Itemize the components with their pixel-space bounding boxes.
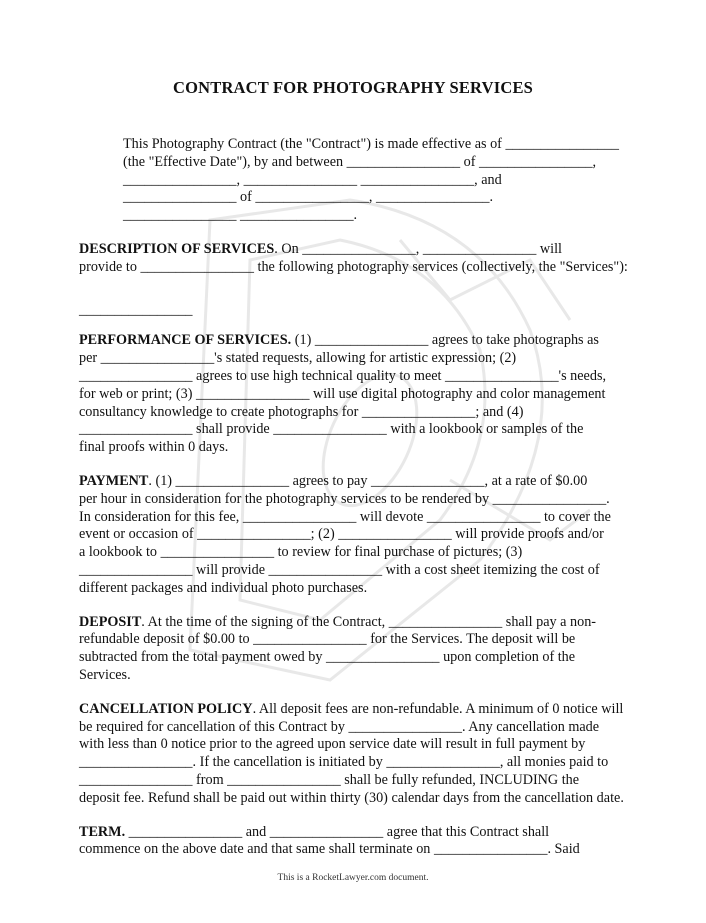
section-heading: DESCRIPTION OF SERVICES (79, 240, 275, 257)
paragraph (79, 302, 689, 320)
line-text: different packages and individual photo purchases. (79, 579, 368, 596)
line-text: consultancy knowledge to create photographs for ________________; and (4) (79, 403, 524, 420)
text-line (79, 719, 689, 737)
text-line (79, 439, 689, 457)
line-text: event or occasion of ________________; (2) ________________ will provide proofs and/or (79, 526, 604, 543)
section-cancellation-policy (79, 701, 689, 808)
contract-body (79, 136, 689, 875)
text-line (79, 332, 689, 350)
line-text: provide to ________________ the following photography services (collectively, the "Services"): (79, 258, 628, 275)
line-text: (1) ________________ agrees to take photographs as (291, 332, 599, 349)
text-line (79, 386, 689, 404)
line-text: In consideration for this fee, ________________ will devote ________________ to cover the (79, 508, 611, 525)
text-line (79, 580, 689, 598)
text-line (79, 701, 689, 719)
line-text: Services. (79, 666, 131, 683)
line-text: with less than 0 notice prior to the agreed upon service date will result in full payment by (79, 736, 586, 753)
text-line (79, 404, 689, 422)
line-text: subtracted from the total payment owed by ________________ upon completion of the (79, 649, 576, 666)
line-text: ________________ of ________________, ________________. (123, 189, 494, 206)
line-text: ________________ shall provide ________________ with a lookbook or samples of the (79, 421, 584, 438)
line-text: ________________ and ________________ agree that this Contract shall (125, 823, 550, 840)
text-line (79, 667, 689, 685)
line-text: final proofs within 0 days. (79, 439, 229, 456)
text-line (79, 241, 689, 259)
text-line (79, 649, 689, 667)
text-line (79, 614, 689, 632)
line-text: for web or print; (3) ________________ will use digital photography and color management (79, 385, 606, 402)
text-line (79, 526, 689, 544)
text-line (123, 172, 689, 190)
text-line (79, 302, 689, 320)
text-line (123, 154, 689, 172)
line-text: commence on the above date and that same shall terminate on ________________. Said (79, 841, 580, 858)
line-text: ________________, ________________ ________________, and (123, 171, 502, 188)
text-line (123, 189, 689, 207)
text-line (79, 259, 689, 277)
text-line (79, 824, 689, 842)
section-heading: TERM. (79, 823, 126, 840)
text-line (79, 421, 689, 439)
line-text: (the "Effective Date"), by and between ________________ of ________________, (123, 153, 597, 170)
section-heading: PAYMENT (79, 472, 149, 489)
line-text: . On ________________, ________________ will (274, 240, 562, 257)
text-line (79, 790, 689, 808)
text-line (123, 136, 689, 154)
line-text: per ________________'s stated requests, allowing for artistic expression; (2) (79, 350, 517, 367)
section-deposit (79, 614, 689, 685)
line-text: per hour in consideration for the photography services to be rendered by ________________. (79, 490, 610, 507)
section-description-of-services (79, 241, 689, 277)
line-text: be required for cancellation of this Contract by ________________. Any cancellation made (79, 718, 600, 735)
line-text: ________________ will provide ________________ with a cost sheet itemizing the cost of (79, 561, 600, 578)
text-line (79, 350, 689, 368)
line-text: ________________ from ________________ shall be fully refunded, INCLUDING the (79, 771, 580, 788)
line-text: This Photography Contract (the "Contract") is made effective as of ________________ (123, 136, 619, 152)
line-text: deposit fee. Refund shall be paid out within thirty (30) calendar days from the cancellation date. (79, 789, 624, 806)
line-text: ________________ agrees to use high technical quality to meet ________________'s needs, (79, 367, 607, 384)
text-line (79, 736, 689, 754)
line-text: ________________. If the cancellation is initiated by ________________, all monies paid to (79, 754, 609, 771)
document-title: CONTRACT FOR PHOTOGRAPHY SERVICES (172, 78, 534, 97)
paragraph (79, 136, 689, 225)
section-heading: CANCELLATION POLICY (79, 700, 253, 717)
section-payment (79, 473, 689, 598)
section-performance-of-services (79, 332, 689, 457)
line-text: refundable deposit of $0.00 to ________________ for the Services. The deposit will be (79, 631, 576, 648)
section-heading: PERFORMANCE OF SERVICES. (79, 332, 292, 349)
line-text: ________________ ________________. (123, 207, 358, 224)
line-text: a lookbook to ________________ to review for final purchase of pictures; (3) (79, 544, 523, 561)
text-line (79, 754, 689, 772)
text-line (79, 544, 689, 562)
text-line (79, 509, 689, 527)
document-footer: This is a RocketLawyer.com document. (277, 873, 429, 883)
section-term (79, 824, 689, 860)
text-line (123, 207, 689, 225)
text-line (79, 562, 689, 580)
line-text: . All deposit fees are non-refundable. A minimum of 0 notice will (252, 700, 624, 717)
line-text: . At the time of the signing of the Contract, ________________ shall pay a non- (141, 613, 597, 630)
line-text: . (1) ________________ agrees to pay ________________, at a rate of $0.00 (148, 472, 588, 489)
text-line (79, 841, 689, 859)
text-line (79, 491, 689, 509)
text-line (79, 631, 689, 649)
text-line (79, 473, 689, 491)
line-text: ________________ (79, 301, 193, 318)
text-line (79, 772, 689, 790)
section-heading: DEPOSIT (79, 613, 142, 630)
text-line (79, 368, 689, 386)
